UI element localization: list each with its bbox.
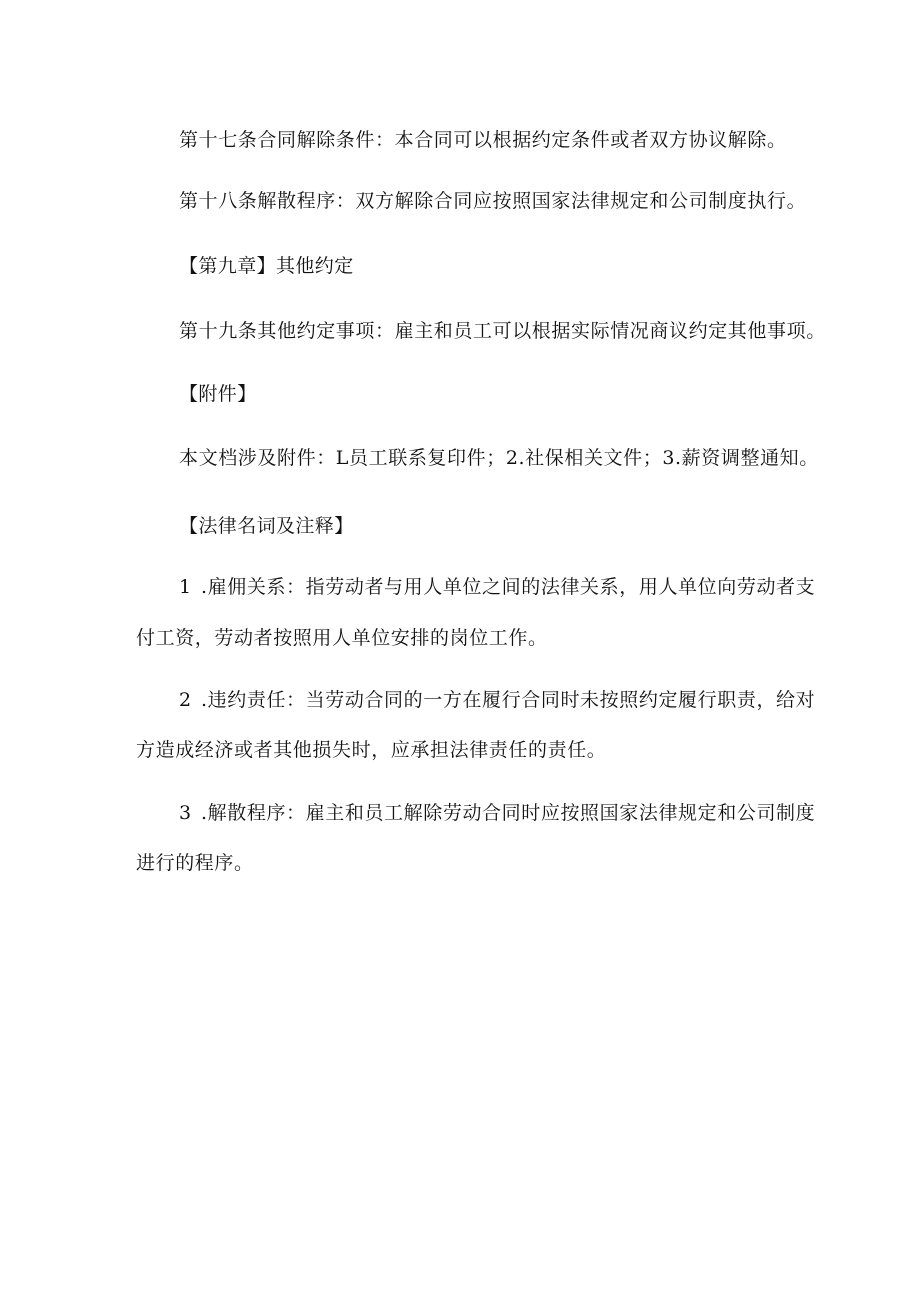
glossary-item-number: 2 [179, 689, 192, 711]
chapter-9-heading: 【第九章】其他约定 [179, 255, 354, 277]
glossary-item-text: .违约责任：当劳动合同的一方在履行合同时未按照约定履行职责，给对 [201, 689, 816, 711]
glossary-item-3-line-1 [179, 801, 815, 825]
glossary-heading: 【法律名词及注释】 [179, 515, 354, 537]
article-17: 第十七条合同解除条件：本合同可以根据约定条件或者双方协议解除。 [179, 129, 787, 151]
glossary-item-text: .解散程序：雇主和员工解除劳动合同时应按照国家法律规定和公司制度 [201, 802, 816, 824]
glossary-item-text: .雇佣关系：指劳动者与用人单位之间的法律关系，用人单位向劳动者支 [201, 576, 816, 598]
glossary-item-number: 3 [179, 802, 192, 824]
glossary-item-1-line-1 [179, 575, 815, 599]
article-19: 第十九条其他约定事项：雇主和员工可以根据实际情况商议约定其他事项。 [179, 320, 826, 342]
glossary-item-3-line-2: 进行的程序。 [136, 852, 254, 874]
article-18: 第十八条解散程序：双方解除合同应按照国家法律规定和公司制度执行。 [179, 190, 807, 212]
appendix-text: 本文档涉及附件：L员工联系复印件；2.社保相关文件；3.薪资调整通知。 [179, 447, 819, 469]
glossary-item-2-line-1 [179, 688, 815, 712]
glossary-item-1-line-2: 付工资，劳动者按照用人单位安排的岗位工作。 [136, 627, 548, 649]
glossary-item-number: 1 [179, 576, 192, 598]
appendix-heading: 【附件】 [179, 383, 257, 405]
glossary-item-2-line-2: 方造成经济或者其他损失时，应承担法律责任的责任。 [136, 739, 607, 761]
